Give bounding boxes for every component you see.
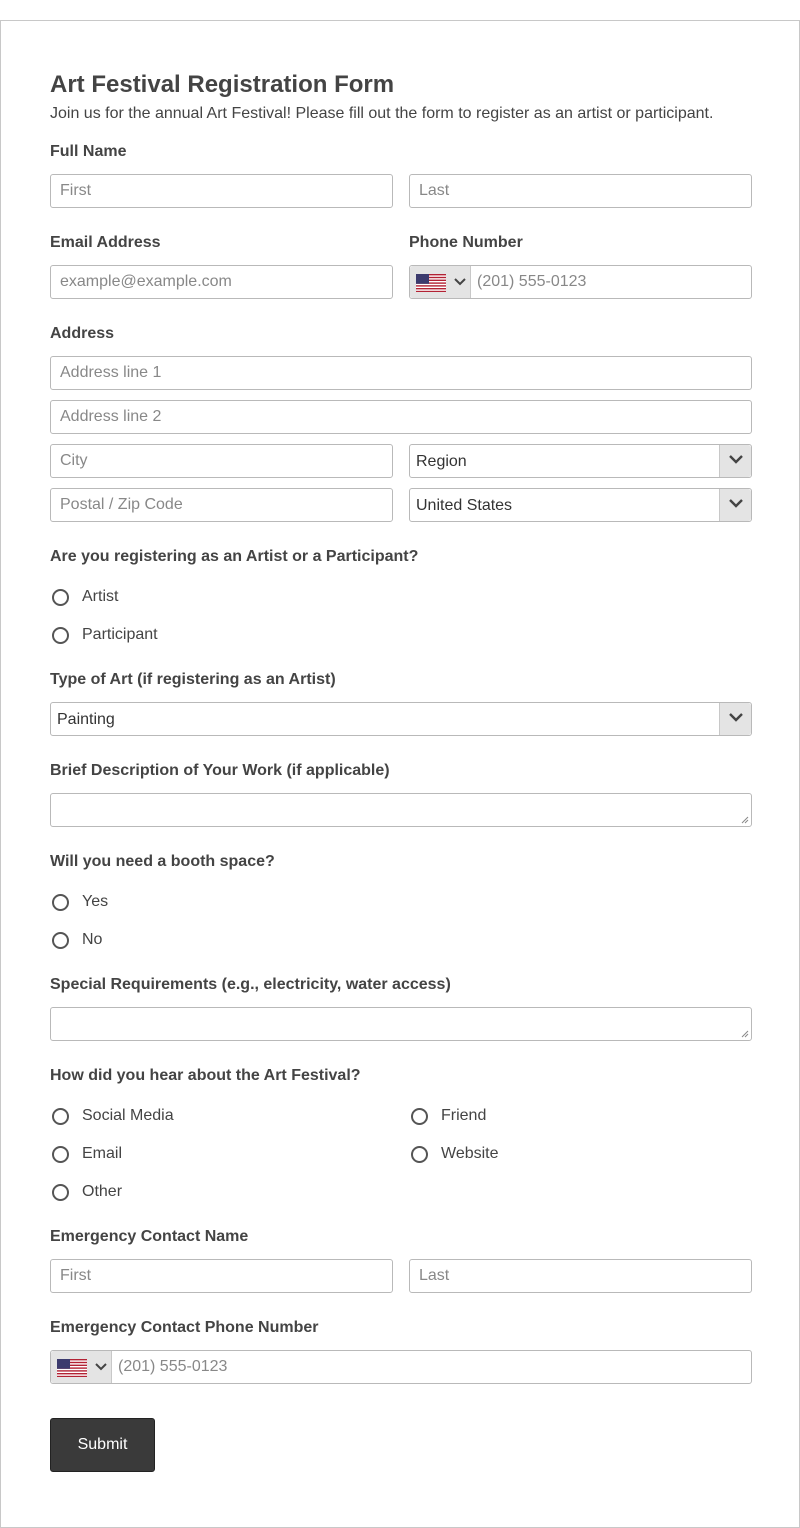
country-select[interactable] [409, 488, 752, 522]
description-label: Brief Description of Your Work (if applicable) [50, 762, 390, 779]
radio-option-social-media[interactable] [50, 1107, 174, 1125]
resize-handle-icon[interactable] [741, 1030, 749, 1038]
radio-button[interactable] [411, 1108, 428, 1125]
chevron-down-icon [454, 278, 466, 286]
region-dropdown-arrow[interactable] [719, 445, 751, 477]
address-label: Address [50, 325, 115, 342]
heard-about-label: How did you hear about the Art Festival? [50, 1067, 361, 1084]
emergency-phone-input[interactable] [113, 1351, 749, 1383]
art-type-value: Painting [57, 711, 115, 728]
emergency-phone-label: Emergency Contact Phone Number [50, 1319, 319, 1336]
radio-label: Participant [82, 626, 158, 643]
radio-option-website[interactable] [409, 1145, 499, 1163]
phone-label: Phone Number [409, 234, 523, 251]
radio-option-friend[interactable] [409, 1107, 486, 1125]
chevron-down-icon [729, 498, 743, 508]
radio-option-participant[interactable] [50, 626, 158, 644]
us-flag-icon [416, 274, 446, 292]
form-title: Art Festival Registration Form [50, 71, 395, 98]
last-name-input[interactable] [409, 174, 752, 208]
chevron-down-icon [729, 712, 743, 722]
country-code-dropdown[interactable] [51, 1351, 112, 1383]
radio-button[interactable] [52, 1108, 69, 1125]
radio-label: Social Media [82, 1107, 174, 1124]
emergency-phone-field [50, 1350, 752, 1384]
postal-code-input[interactable] [50, 488, 393, 522]
radio-button[interactable] [52, 1146, 69, 1163]
radio-option-artist[interactable] [50, 588, 118, 606]
emergency-name-label: Emergency Contact Name [50, 1228, 249, 1245]
resize-handle-icon[interactable] [741, 816, 749, 824]
emergency-last-name-input[interactable] [409, 1259, 752, 1293]
radio-option-other[interactable] [50, 1183, 122, 1201]
radio-button[interactable] [52, 1184, 69, 1201]
country-code-dropdown[interactable] [410, 266, 471, 298]
submit-button[interactable]: Submit [50, 1418, 155, 1472]
address-line1-input[interactable] [50, 356, 752, 390]
radio-button[interactable] [52, 627, 69, 644]
registration-type-label: Are you registering as an Artist or a Participant? [50, 548, 419, 565]
radio-button[interactable] [52, 589, 69, 606]
art-type-dropdown-arrow[interactable] [719, 703, 751, 735]
radio-button[interactable] [52, 932, 69, 949]
radio-label: Friend [441, 1107, 487, 1124]
country-dropdown-arrow[interactable] [719, 489, 751, 521]
radio-label: Website [441, 1145, 499, 1162]
form-card [0, 20, 800, 1528]
description-textarea[interactable] [50, 793, 752, 827]
chevron-down-icon [95, 1363, 107, 1371]
us-flag-icon [57, 1359, 87, 1377]
booth-label: Will you need a booth space? [50, 853, 275, 870]
radio-label: Artist [82, 588, 119, 605]
chevron-down-icon [729, 454, 743, 464]
art-type-select[interactable] [50, 702, 752, 736]
art-type-label: Type of Art (if registering as an Artist) [50, 671, 336, 688]
full-name-label: Full Name [50, 143, 127, 160]
region-value: Region [416, 453, 467, 470]
special-requirements-textarea[interactable] [50, 1007, 752, 1041]
city-input[interactable] [50, 444, 393, 478]
phone-input[interactable] [472, 266, 750, 298]
phone-field [409, 265, 752, 299]
email-label: Email Address [50, 234, 161, 251]
email-input[interactable] [50, 265, 393, 299]
radio-label: Yes [82, 893, 109, 910]
form-subtitle: Join us for the annual Art Festival! Please fill out the form to register as an artist or participant. [50, 105, 714, 122]
radio-option-yes[interactable] [50, 893, 108, 911]
address-line2-input[interactable] [50, 400, 752, 434]
region-select[interactable] [409, 444, 752, 478]
emergency-first-name-input[interactable] [50, 1259, 393, 1293]
first-name-input[interactable] [50, 174, 393, 208]
radio-button[interactable] [52, 894, 69, 911]
radio-label: Other [82, 1183, 123, 1200]
country-value: United States [416, 497, 513, 514]
radio-button[interactable] [411, 1146, 428, 1163]
radio-label: Email [82, 1145, 123, 1162]
radio-option-no[interactable] [50, 931, 102, 949]
radio-label: No [82, 931, 103, 948]
radio-option-email[interactable] [50, 1145, 122, 1163]
special-requirements-label: Special Requirements (e.g., electricity, water access) [50, 976, 451, 993]
